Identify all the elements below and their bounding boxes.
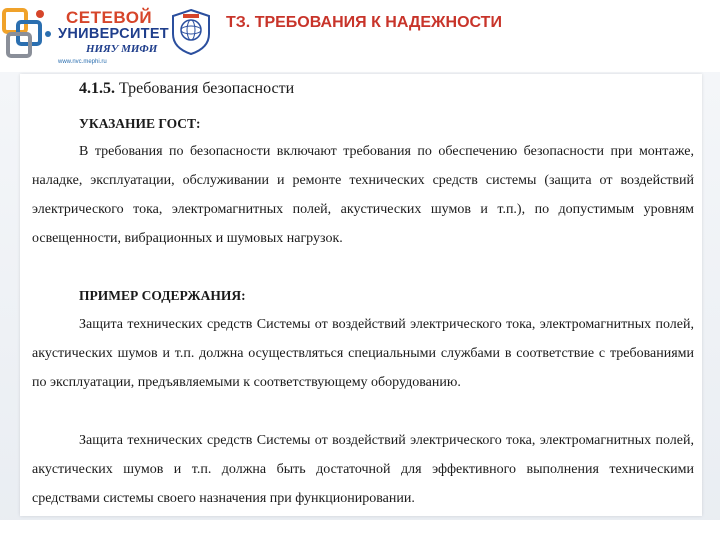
section-heading [79,80,294,98]
logo-website: www.nvc.mephi.ru [58,59,107,65]
example-heading: ПРИМЕР СОДЕРЖАНИЯ: [79,288,246,303]
document-scan [20,74,702,516]
example-paragraph-1: Защита технических средств Системы от воздействий электрического тока, электромагнитных полей, акустических шумов и т.п. должна осуществляться специальными службами в соответствие с требованиями по эксплуатации, предъявляемыми к соответствующему оборудованию. [32,317,694,390]
example-paragraph-2: Защита технических средств Системы от воздействий электрического тока, электромагнитных полей, акустических шумов и т.п. должна быть достаточной для эффективного выполнения техническими средствами системы своего назначения при функционировании. [32,433,694,506]
logo-text-line3: НИЯУ МИФИ [86,43,158,55]
logo-text-line1: СЕТЕВОЙ [66,8,153,27]
network-logo-icon [0,4,56,62]
section-title: Требования безопасности [119,80,295,97]
section-number: 4.1.5. [79,80,115,97]
university-emblem-icon [170,8,212,56]
gost-paragraph: В требования по безопасности включают требования по обеспечению безопасности при монтаже, наладке, эксплуатации, обслуживании и ремонте технических средств системы (защита от воздействий электрического тока, электромагнитных полей, акустических шумов и т.п.), по допустимым уровням освещенности, вибрационных и шумовых нагрузок. [32,144,694,246]
bottom-strip [0,520,720,540]
slide-header [0,0,720,72]
gost-heading: УКАЗАНИЕ ГОСТ: [79,116,201,131]
slide-title: ТЗ. ТРЕБОВАНИЯ К НАДЕЖНОСТИ [226,14,502,31]
logo-text-line2: УНИВЕРСИТЕТ [58,26,169,42]
